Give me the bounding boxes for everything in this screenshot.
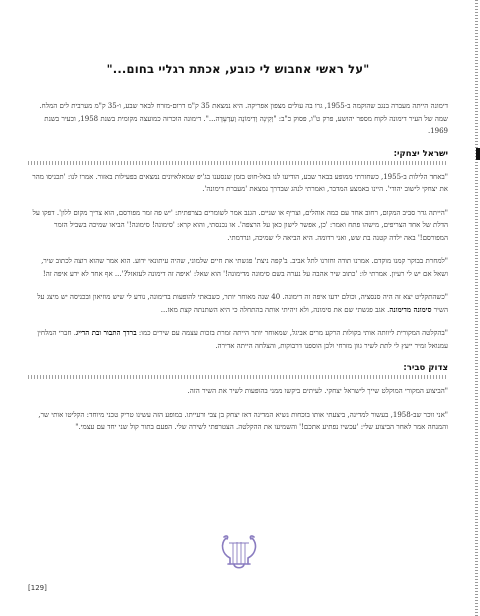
paragraph-text-end: . חברי המלחין עמנואל זמיר ייעץ לי לתת לשיר גוון מזרחי ולכן הוספנו דרבוקות, והצלחה הייתה אדירה. xyxy=(37,329,448,350)
article xyxy=(28,62,448,445)
yitzhaki-paragraph-5 xyxy=(28,327,448,352)
song-names-bold: ברדך התבור ובת הדייג xyxy=(75,328,137,337)
intro-paragraph: דימונה הייתה מעברה בנגב שהוקמה ב-1955, גרו בה עולים מצפון אפריקה. היא נמצאת 35 ק"מ דרום-מזרח לבאר שבע, ו-35 ק"מ מערבית לים המלח. שמה של העיר דימונה לקוח מספר יהושע, פרק ט"ו, פסוק כ"ב: "וְקִינָה וְדִימוֹנָה וְעַדְעָדָה...". דימונה הוכרזה כמועצה מקומית בשנת 1958, וכעיר בשנת 1969. xyxy=(39,102,448,135)
savir-paragraph-2: "אני זוכר שב-1958, בעשור למדינה, ביצעתי אותו בוכחות נשיא המדינה דאז יצחק בן צבי ורעייתו. במופע הזה עשינו טריק טכני מיוחד: הקליטו אותי שר, והמנחה אמר לאחר הביצוע שלי: 'עכשיו נפתיע אתכם!' והשמיעו את ההקלטה. הצטרפתי לשירה שלי. הפעם בתור קול שני יחד עם עצמי." xyxy=(38,410,448,431)
paragraph-text: "כשהתקליט יצא זה היה סנסציה, וכולם ידעו איפה זה דימונה. 40 שנה מאוחר יותר, כשבאתי להופעות בדימונה, נודע לי שיש מוזיאון ובכניסה יש מיצג על השיר xyxy=(37,293,448,314)
section-heading-yitzhaki: ישראל יצחקי: xyxy=(393,148,448,159)
dotted-divider xyxy=(28,375,448,379)
lyre-icon xyxy=(218,534,260,572)
paragraph-text: "בהקלטה המקורית ליוותה אותי בקולות הרקע מרים אביגל, שמאוחר יותר הייתה זמרת בזכות עצמה עם שירים כמו: xyxy=(138,329,448,337)
yitzhaki-paragraph-1: "באחד הלילות ב-1955, כשחזרתי ממופע בבאר שבע, הודיעו לנו באל-חוט בזמן שנסענו בג'יפ שמאלאיונים נמצאים בפעילות באזור. אמרו לנו: 'תכניסו מהר את יצחקי לישוב יהודי'. היינו באמצע המדבר, ואמרתי לנהג שבדרך נמצאת 'מעברת דימונה'. xyxy=(32,172,448,193)
page-marker-tab xyxy=(476,148,480,160)
section-heading-savir: צדוק סביר: xyxy=(403,363,448,373)
yitzhaki-paragraph-3: "למחרת בבוקר קמנו מוקדם. אמרנו תודה וחזרנו לתל אביב. ב'קפה ניצת' פגשתי את חיים שלמוני, שהיה עיתונאי ידוע. הוא אמר שהוא רוצה לכתוב שיר, ושאל אם יש לי רעיון. אמרתי לו: 'כתוב שיר אהבה על נערה בשם סימונה מדימונה!' הוא שאל: 'איפה זה דימונה לעזאזל?'... אף אחד לא ידע איפה זה! xyxy=(41,257,448,278)
savir-paragraph-1: "הביצוע המקורי המוקלט שייך לישראל יצחקי. לעיתים ביקשו ממני בהופעות לשיר את השיר הזה. xyxy=(187,387,448,395)
song-name-bold: סימונה מדימונה xyxy=(389,304,432,314)
page-number-value: 129 xyxy=(30,584,45,592)
page-number: [129] xyxy=(28,584,47,592)
dotted-divider xyxy=(28,161,448,165)
paragraph-text-end: . אגב פגשתי שם את סימונה, ולא זיהיתי אותה בהתחלה כי היא השתנתה קצת מאז... xyxy=(160,305,390,314)
yitzhaki-paragraph-4 xyxy=(28,291,448,316)
binding-edge xyxy=(475,0,478,616)
article-title: "על ראשי אחבוש לי כובע, אכתת רגליי בחום..." xyxy=(106,62,370,76)
yitzhaki-paragraph-2: "הייתה גדר סביב המקום, רחוב אחד עם כמה אוהלים, וצריף או שניים. הגנב אמר לשומרים בצרפתית: 'יש פה זמר מפורסם, הוא צריך מקום ללון'. דפקו על הדלת של אחד הצריפים, מישהו פתח ואמר: 'כן, אפשר לישון כאן על הרצפה'. או נכנסתי, והוא קרא: 'סימונה! סימונה!' הביאו שמיכה בשביל הזמר המפורסם!' באה ילדה קטנה בת שש, ואני רדומה. היא הביאה לי שמיכה, ונרדמתי. xyxy=(32,208,448,242)
